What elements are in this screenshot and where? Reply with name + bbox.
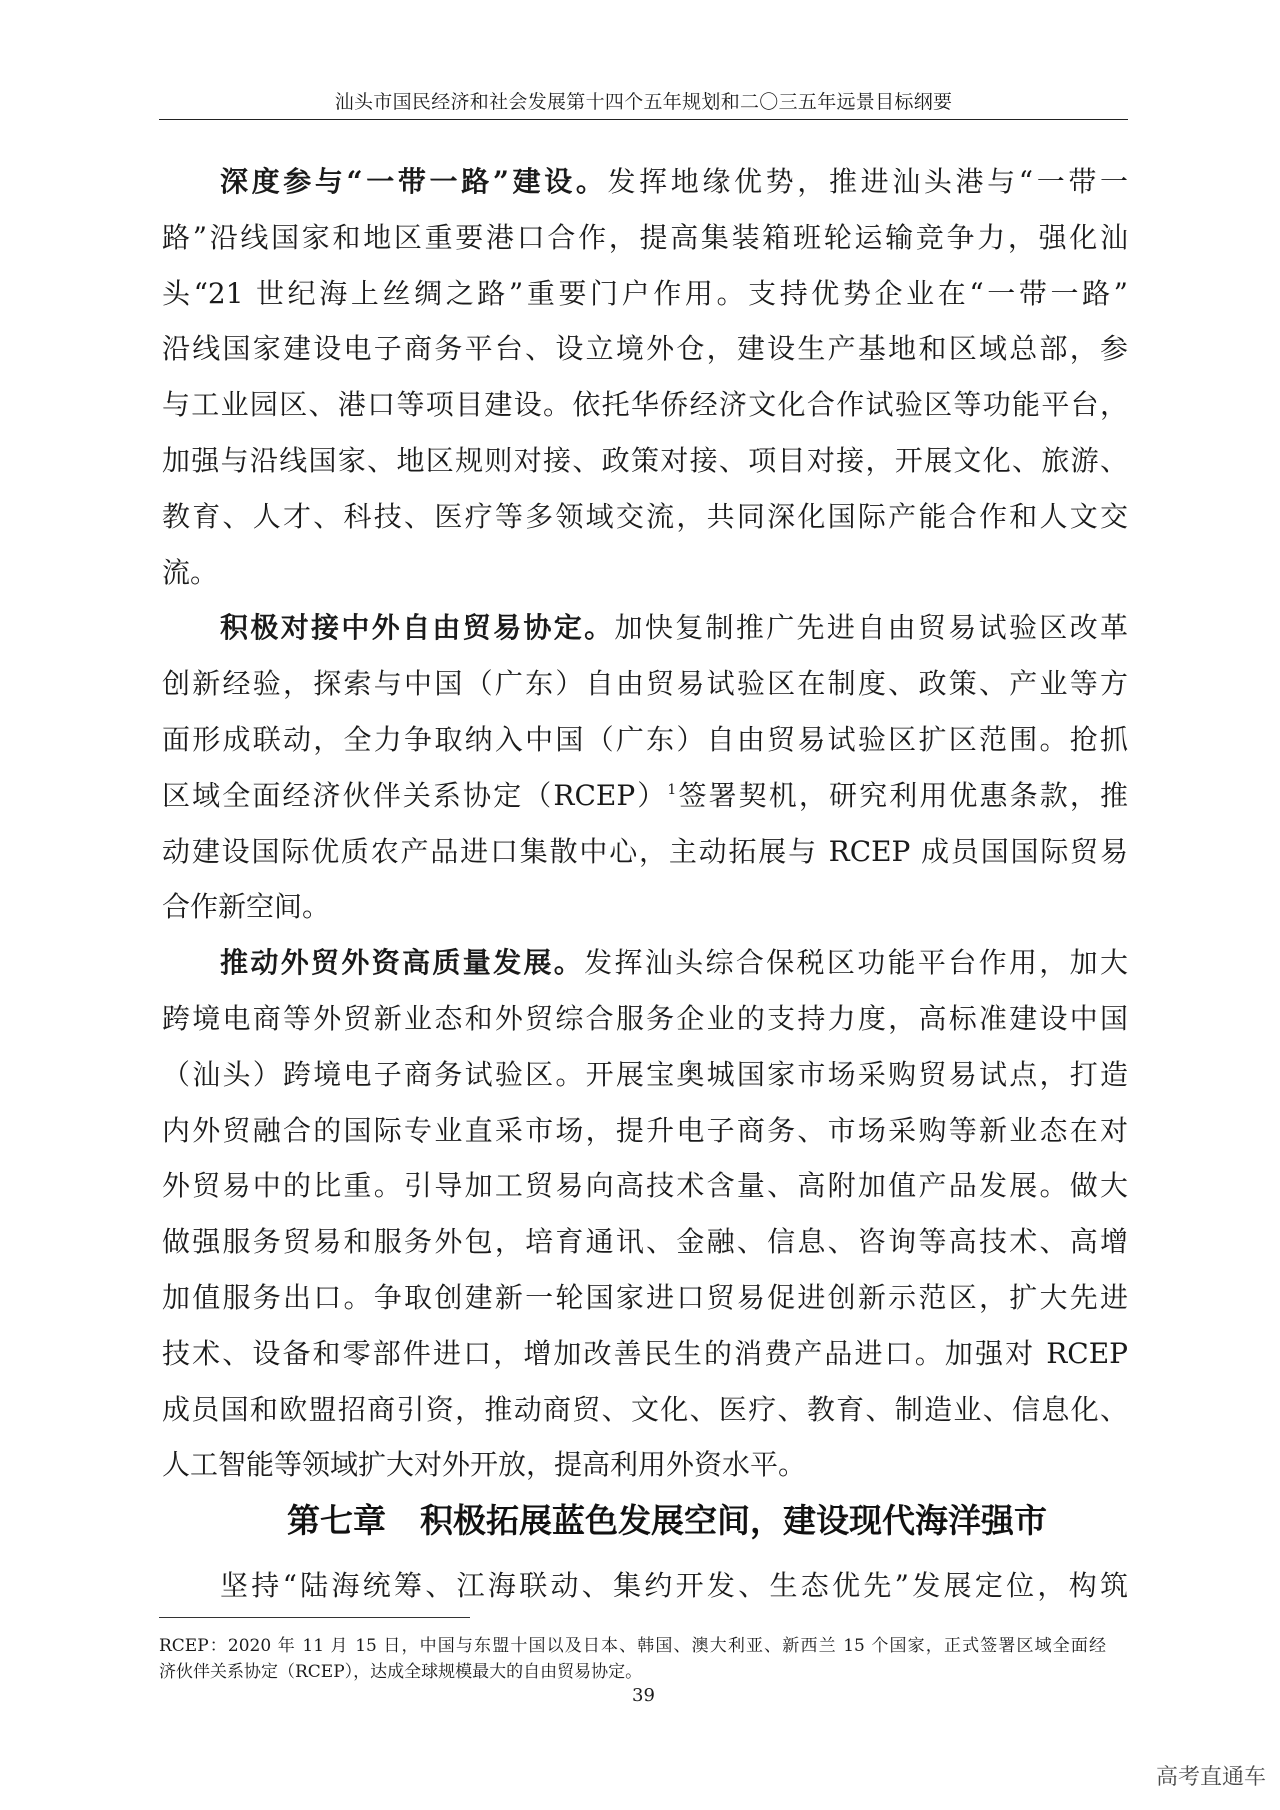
paragraph-line: 内外贸融合的国际专业直采市场，提升电子商务、市场采购等新业态在对 (162, 1113, 1128, 1147)
body-text (162, 154, 1128, 1493)
paragraph-line: 外贸易中的比重。引导加工贸易向高技术含量、高附加值产品发展。做大 (162, 1169, 1128, 1203)
footnote-divider (159, 1617, 470, 1618)
paragraph-text: 发挥汕头综合保税区功能平台作用，加大 (584, 946, 1128, 980)
chapter-number: 第七章 (287, 1501, 386, 1540)
chapter-title: 积极拓展蓝色发展空间，建设现代海洋强市 (420, 1501, 1047, 1540)
paragraph-line: 人工智能等领域扩大对外开放，提高利用外资水平。 (162, 1448, 807, 1482)
paragraph-line (162, 154, 1128, 210)
paragraph-line (162, 935, 1128, 991)
paragraph-line: 跨境电商等外贸新业态和外贸综合服务企业的支持力度，高标准建设中国 (162, 1001, 1128, 1035)
page-number: 39 (632, 1685, 655, 1706)
paragraph-line: 路”沿线国家和地区重要港口合作，提高集装箱班轮运输竞争力，强化汕 (162, 220, 1128, 254)
header-divider (159, 119, 1128, 120)
paragraph-text: 加快复制推广先进自由贸易试验区改革 (614, 611, 1128, 645)
chapter-intro (162, 1558, 1128, 1614)
chapter-heading (287, 1493, 1128, 1549)
footnote (159, 1633, 1106, 1685)
paragraph-line: 动建设国际优质农产品进口集散中心，主动拓展与 RCEP 成员国国际贸易 (162, 834, 1128, 868)
paragraph-line: 加强与沿线国家、地区规则对接、政策对接、项目对接，开展文化、旅游、 (162, 443, 1128, 477)
paragraph-line (162, 768, 1128, 824)
paragraph-lead: 深度参与“一带一路”建设。 (220, 165, 608, 198)
paragraph-line: 面形成联动，全力争取纳入中国（广东）自由贸易试验区扩区范围。抢抓 (162, 722, 1128, 756)
footnote-marker: 1 (667, 781, 677, 798)
paragraph-line: 成员国和欧盟招商引资，推动商贸、文化、医疗、教育、制造业、信息化、 (162, 1392, 1128, 1426)
footnote-line: 济伙伴关系协定（RCEP），达成全球规模最大的自由贸易协定。 (159, 1662, 643, 1682)
paragraph-text: 发挥地缘优势，推进汕头港与“一带一 (607, 165, 1128, 198)
paragraph-line: 创新经验，探索与中国（广东）自由贸易试验区在制度、政策、产业等方 (162, 667, 1128, 701)
paragraph-line (162, 600, 1128, 656)
paragraph-lead: 积极对接中外自由贸易协定。 (220, 611, 615, 645)
paragraph-line: 技术、设备和零部件进口，增加改善民生的消费产品进口。加强对 RCEP (162, 1336, 1128, 1370)
paragraph-line: 流。 (162, 555, 219, 589)
paragraph-text: 区域全面经济伙伴关系协定（RCEP） (162, 778, 668, 812)
footnote-line: RCEP：2020 年 11 月 15 日，中国与东盟十国以及日本、韩国、澳大利亚、新西兰 15 个国家，正式签署区域全面经 (159, 1636, 1106, 1656)
paragraph-line: 教育、人才、科技、医疗等多领域交流，共同深化国际产能合作和人文交 (162, 499, 1128, 533)
watermark: 高考直通车 (1155, 1765, 1266, 1790)
paragraph-lead: 推动外贸外资高质量发展。 (220, 946, 585, 980)
paragraph-line: 加值服务出口。争取创建新一轮国家进口贸易促进创新示范区，扩大先进 (162, 1280, 1128, 1314)
paragraph-line: 与工业园区、港口等项目建设。依托华侨经济文化合作试验区等功能平台， (162, 388, 1128, 422)
paragraph-line: （汕头）跨境电子商务试验区。开展宝奥城国家市场采购贸易试点，打造 (162, 1057, 1128, 1091)
paragraph-text: 签署契机，研究利用优惠条款，推 (676, 778, 1128, 812)
running-header-title: 汕头市国民经济和社会发展第十四个五年规划和二〇三五年远景目标纲要 (334, 91, 953, 113)
paragraph-line: 做强服务贸易和服务外包，培育通讯、金融、信息、咨询等高技术、高增 (162, 1225, 1128, 1259)
paragraph-line: 头“21 世纪海上丝绸之路”重要门户作用。支持优势企业在“一带一路” (162, 276, 1128, 310)
paragraph-line: 坚持“陆海统筹、江海联动、集约开发、生态优先”发展定位，构筑 (220, 1569, 1128, 1602)
paragraph-line: 合作新空间。 (162, 890, 331, 924)
paragraph-line: 沿线国家建设电子商务平台、设立境外仓，建设生产基地和区域总部，参 (162, 332, 1128, 366)
